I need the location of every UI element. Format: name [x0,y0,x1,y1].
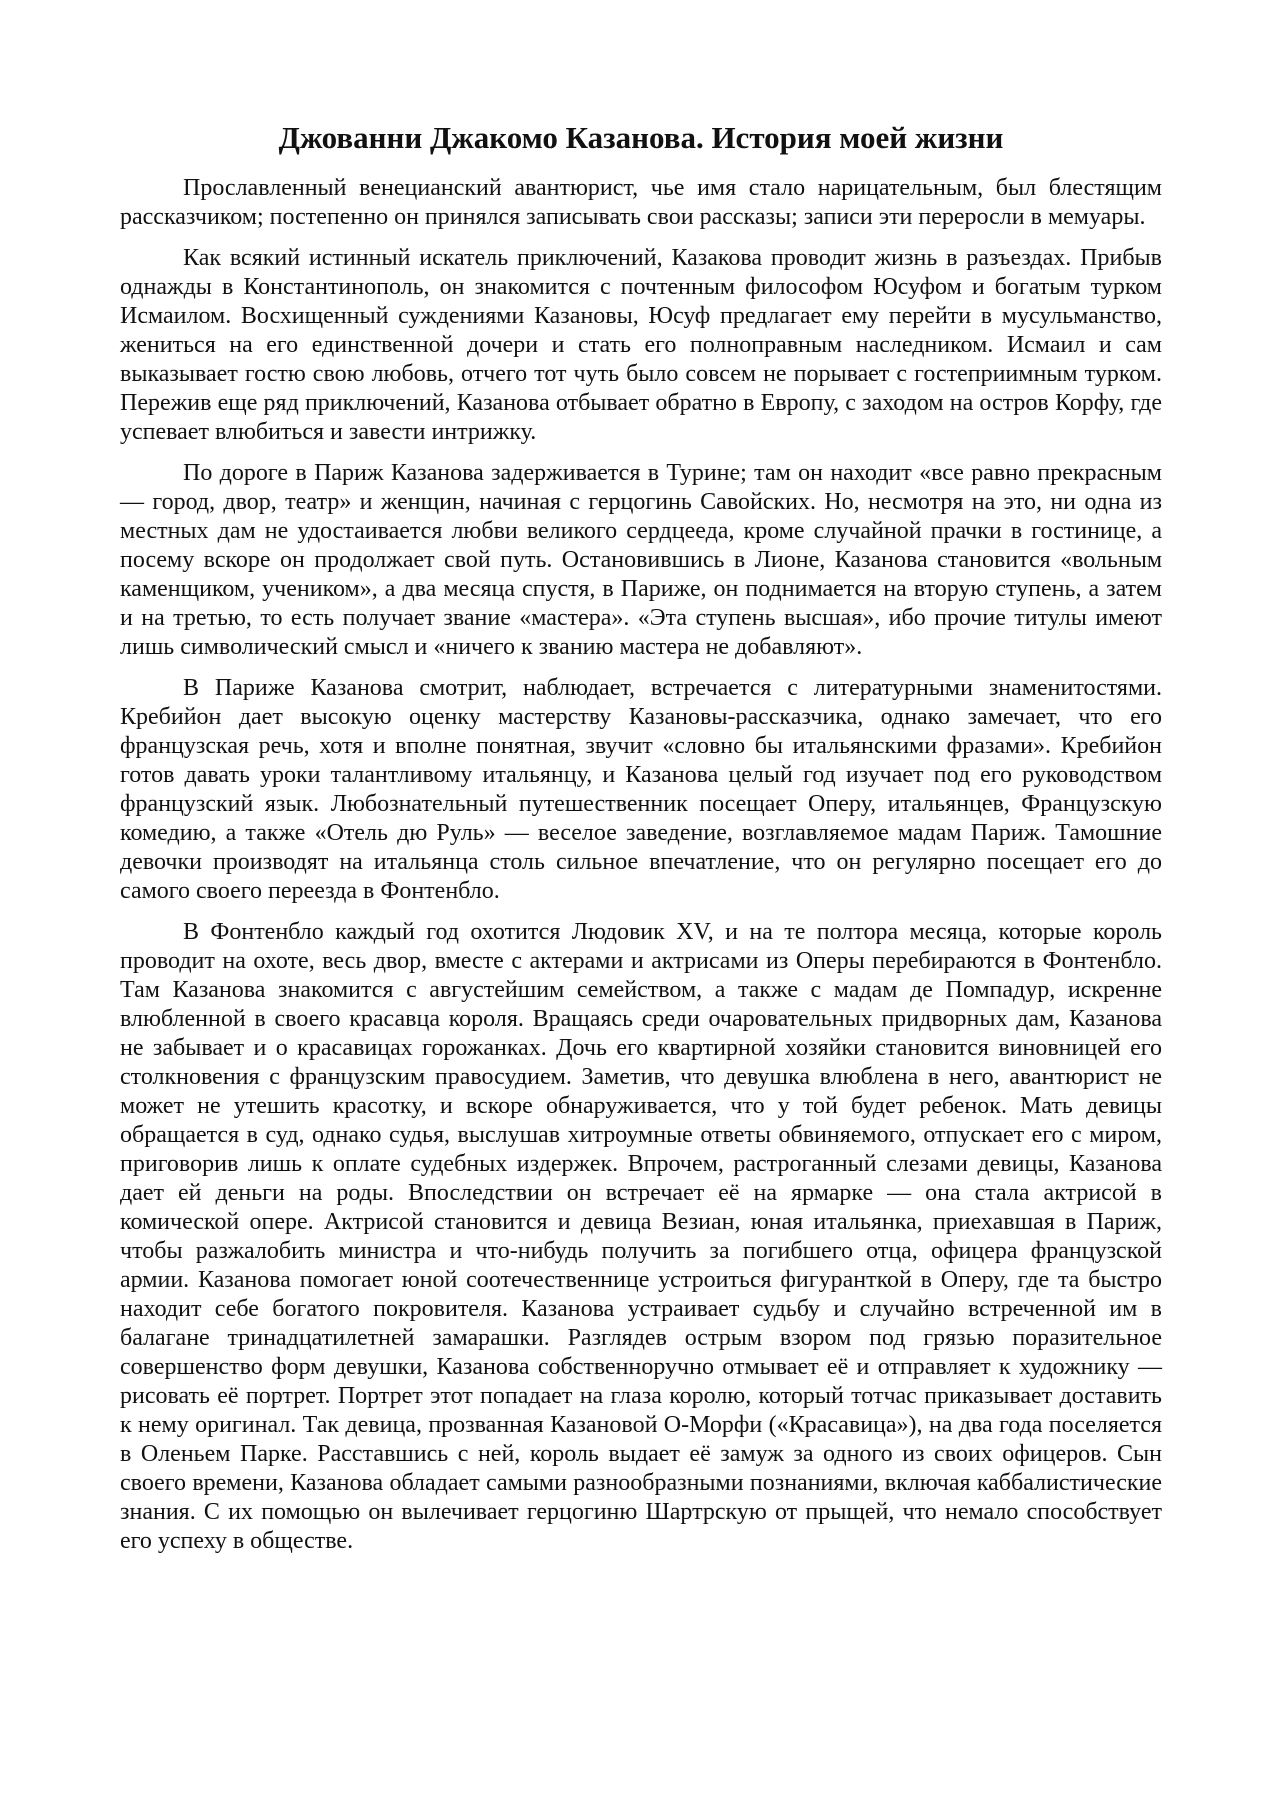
document-title: Джованни Джакомо Казанова. История моей жизни [278,120,1004,155]
paragraph: В Фонтенбло каждый год охотится Людовик XV, и на те полтора месяца, которые король проводит на охоте, весь двор, вместе с актерами и актрисами из Оперы перебираются в Фонтенбло. Там Казанова знакомится с августейшим семейством, а также с мадам де Помпадур, искренне влюбленной в своего красавца короля. Вращаясь среди очаровательных придворных дам, Казанова не забывает и о красавицах горожанках. Дочь его квартирной хозяйки становится виновницей его столкновения с французским правосудием. Заметив, что девушка влюблена в него, авантюрист не может не утешить красотку, и вскоре обнаруживается, что у той будет ребенок. Мать девицы обращается в суд, однако судья, выслушав хитроумные ответы обвиняемого, отпускает его с миром, приговорив лишь к оплате судебных издержек. Впрочем, растроганный слезами девицы, Казанова дает ей деньги на роды. Впоследствии он встречает её на ярмарке — она стала актрисой в комической опере. Актрисой становится и девица Везиан, юная итальянка, приехавшая в Париж, чтобы разжалобить министра и что-нибудь получить за погибшего отца, офицера французской армии. Казанова помогает юной соотечественнице устроиться фигуранткой в Оперу, где та быстро находит себе богатого покровителя. Казанова устраивает судьбу и случайно встреченной им в балагане тринадцатилетней замарашки. Разглядев острым взором под грязью поразительное совершенство форм девушки, Казанова собственноручно отмывает её и отправляет к художнику — рисовать её портрет. Портрет этот попадает на глаза королю, который тотчас приказывает доставить к нему оригинал. Так девица, прозванная Казановой О-Морфи («Красавица»), на два года поселяется в Оленьем Парке. Расставшись с ней, король выдает её замуж за одного из своих офицеров. Сын своего времени, Казанова обладает самыми разнообразными познаниями, включая каббалистические знания. С их помощью он вылечивает герцогиню Шартрскую от прыщей, что немало способствует его успеху в обществе. [120,919,1162,1554]
document-page [120,118,1162,1568]
paragraph: Прославленный венецианский авантюрист, чье имя стало нарицательным, был блестящим рассказчиком; постепенно он принялся записывать свои рассказы; записи эти переросли в мемуары. [120,175,1162,230]
paragraph: Как всякий истинный искатель приключений, Казакова проводит жизнь в разъездах. Прибыв однажды в Константинополь, он знакомится с почтенным философом Юсуфом и богатым турком Исмаилом. Восхищенный суждениями Казановы, Юсуф предлагает ему перейти в мусульманство, жениться на его единственной дочери и стать его полноправным наследником. Исмаил и сам выказывает гостю свою любовь, отчего тот чуть было совсем не порывает с гостеприимным турком. Пережив еще ряд приключений, Казанова отбывает обратно в Европу, с заходом на остров Корфу, где успевает влюбиться и завести интрижку. [120,245,1162,445]
paragraph: В Париже Казанова смотрит, наблюдает, встречается с литературными знаменитостями. Кребийон дает высокую оценку мастерству Казановы-рассказчика, однако замечает, что его французская речь, хотя и вполне понятная, звучит «словно бы итальянскими фразами». Кребийон готов давать уроки талантливому итальянцу, и Казанова целый год изучает под его руководством французский язык. Любознательный путешественник посещает Оперу, итальянцев, Французскую комедию, а также «Отель дю Руль» — веселое заведение, возглавляемое мадам Париж. Тамошние девочки производят на итальянца столь сильное впечатление, что он регулярно посещает его до самого своего переезда в Фонтенбло. [120,675,1162,904]
paragraph: По дороге в Париж Казанова задерживается в Турине; там он находит «все равно прекрасным — город, двор, театр» и женщин, начиная с герцогинь Савойских. Но, несмотря на это, ни одна из местных дам не удостаивается любви великого сердцееда, кроме случайной прачки в гостинице, а посему вскоре он продолжает свой путь. Остановившись в Лионе, Казанова становится «вольным каменщиком, учеником», а два месяца спустя, в Париже, он поднимается на вторую ступень, а затем и на третью, то есть получает звание «мастера». «Эта ступень высшая», ибо прочие титулы имеют лишь символический смысл и «ничего к званию мастера не добавляют». [120,460,1162,660]
